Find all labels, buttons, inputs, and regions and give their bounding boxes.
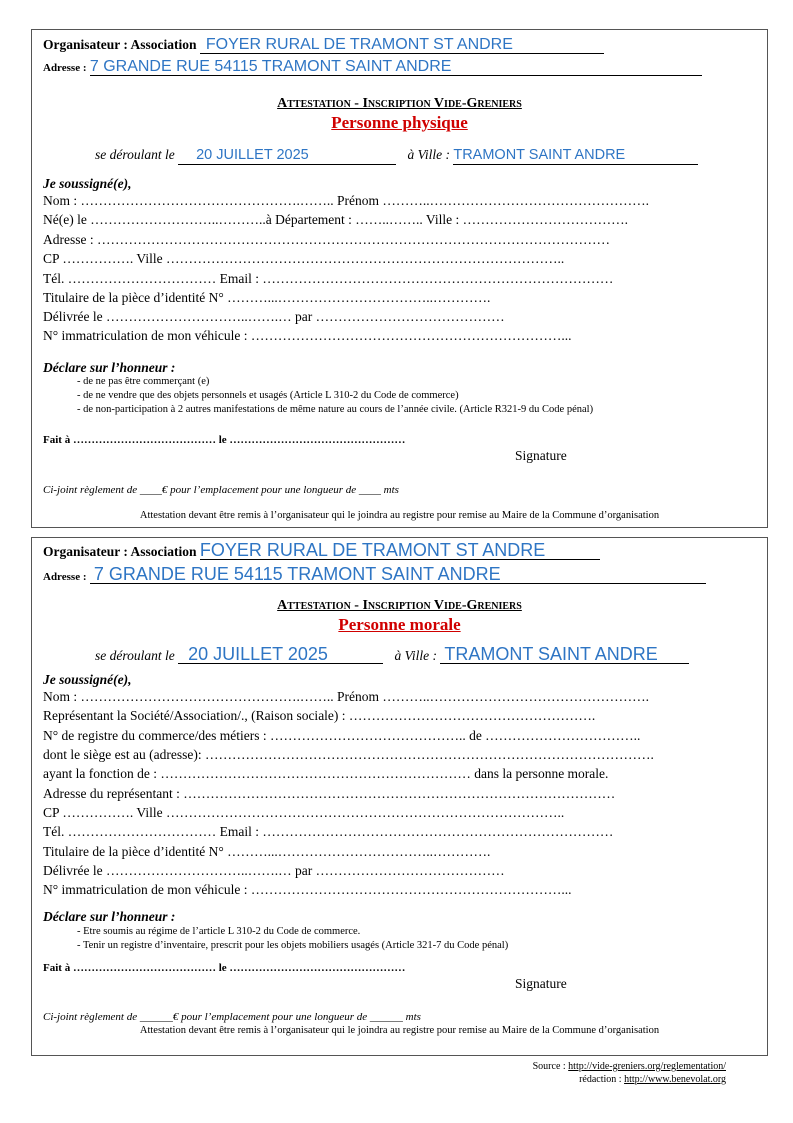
organiser-row	[43, 542, 600, 560]
city-value[interactable]: TRAMONT SAINT ANDRE	[440, 646, 689, 664]
field-piece-identite[interactable]: Titulaire de la pièce d’identité N° ………...……………………………..………….	[43, 290, 491, 305]
date-city-row	[95, 646, 689, 664]
field-adresse[interactable]: Adresse : ……………………………………………………………………………………………………	[43, 232, 610, 247]
date-city-row	[95, 146, 698, 165]
fait-a-line[interactable]: Fait à ………………………………… le …………………………………………	[43, 434, 406, 446]
city-label: à Ville :	[394, 648, 437, 663]
date-value[interactable]: 20 JUILLET 2025	[178, 147, 396, 165]
form-title: Attestation - Inscription Vide-Greniers	[277, 598, 522, 613]
city-label: à Ville :	[407, 147, 450, 162]
address-value[interactable]: 7 GRANDE RUE 54115 TRAMONT SAINT ANDRE	[90, 566, 706, 584]
source-link[interactable]: http://vide-greniers.org/reglementation/	[568, 1061, 726, 1072]
organiser-label: Organisateur : Association	[43, 37, 197, 52]
undersigned-label: Je soussigné(e),	[43, 176, 132, 191]
address-label: Adresse :	[43, 571, 87, 583]
organiser-row	[43, 36, 604, 54]
declaration-item: - Etre soumis au régime de l’article L 310-2 du Code de commerce.	[77, 925, 508, 939]
address-row	[43, 566, 706, 586]
form-subtitle: Personne morale	[338, 615, 461, 634]
field-tel-email[interactable]: Tél. …………………………… Email : ……………………………………………………………………	[43, 271, 614, 286]
form-footer: Attestation devant être remis à l’organisateur qui le joindra au registre pour remise au Maire de la Commune d’organisation	[139, 510, 660, 521]
field-raison-sociale[interactable]: Représentant la Société/Association/., (Raison sociale) : ……………………………………………….	[43, 708, 596, 723]
field-adresse-representant[interactable]: Adresse du représentant : ……………………………………………………………………………………	[43, 786, 616, 801]
organiser-label: Organisateur : Association	[43, 544, 197, 559]
address-label: Adresse :	[43, 62, 87, 74]
city-value[interactable]: TRAMONT SAINT ANDRE	[453, 147, 698, 165]
form-footer: Attestation devant être remis à l’organisateur qui le joindra au registre pour remise au Maire de la Commune d’organisation	[139, 1025, 660, 1036]
declare-label: Déclare sur l’honneur :	[43, 909, 176, 924]
field-cp-ville[interactable]: CP ……………. Ville ……………………………………………………………………………..	[43, 251, 565, 266]
signature-label: Signature	[515, 448, 567, 463]
redaction-label: rédaction :	[579, 1074, 622, 1085]
date-value[interactable]: 20 JUILLET 2025	[178, 646, 383, 664]
field-immatriculation[interactable]: N° immatriculation de mon véhicule : ……………………………………………………………...	[43, 882, 572, 897]
organiser-value[interactable]: FOYER RURAL DE TRAMONT ST ANDRE	[200, 36, 604, 54]
date-label: se déroulant le	[95, 147, 175, 162]
field-piece-identite[interactable]: Titulaire de la pièce d’identité N° ………...……………………………..………….	[43, 844, 491, 859]
field-registre-commerce[interactable]: N° de registre du commerce/des métiers : …………………………………….. de ……………………………..	[43, 728, 641, 743]
field-naissance[interactable]: Né(e) le ………………………..………..à Département : ……..…….. Ville : ……………………………….	[43, 212, 628, 227]
field-immatriculation[interactable]: N° immatriculation de mon véhicule : ……………………………………………………………...	[43, 328, 572, 343]
form-personne-physique	[31, 29, 768, 528]
field-fonction[interactable]: ayant la fonction de : …………………………………………………………… dans la personne morale.	[43, 766, 609, 781]
declare-label: Déclare sur l’honneur :	[43, 360, 176, 375]
source-line	[533, 1061, 726, 1072]
declaration-item: - de non-participation à 2 autres manifestations de même nature au cours de l’année civile. (Article R321-9 du Code pénal)	[77, 403, 593, 417]
signature-label: Signature	[515, 976, 567, 991]
field-tel-email[interactable]: Tél. …………………………… Email : ……………………………………………………………………	[43, 824, 614, 839]
declaration-item: - de ne pas être commerçant (e)	[77, 375, 593, 389]
undersigned-label: Je soussigné(e),	[43, 672, 132, 687]
fait-a-line[interactable]: Fait à ………………………………… le …………………………………………	[43, 962, 406, 974]
organiser-value[interactable]: FOYER RURAL DE TRAMONT ST ANDRE	[200, 542, 600, 560]
redaction-line	[579, 1074, 726, 1085]
field-delivree[interactable]: Délivrée le …………………………..…….… par ……………………………………	[43, 309, 505, 324]
redaction-link[interactable]: http://www.benevolat.org	[624, 1074, 726, 1085]
declarations-list	[77, 375, 593, 417]
payment-line[interactable]: Ci-joint règlement de ____€ pour l’emplacement pour une longueur de ____ mts	[43, 484, 399, 496]
field-delivree[interactable]: Délivrée le …………………………..…….… par ……………………………………	[43, 863, 505, 878]
declarations-list	[77, 925, 508, 953]
field-cp-ville[interactable]: CP ……………. Ville ……………………………………………………………………………..	[43, 805, 565, 820]
source-label: Source :	[532, 1061, 566, 1072]
field-siege[interactable]: dont le siège est au (adresse): ……………………………………………………………………………………….	[43, 747, 654, 762]
field-nom-prenom[interactable]: Nom : ………………………………………….…….. Prénom ………..………………………………………….	[43, 193, 649, 208]
field-nom-prenom[interactable]: Nom : ………………………………………….…….. Prénom ………..………………………………………….	[43, 689, 649, 704]
form-personne-morale	[31, 537, 768, 1056]
form-title: Attestation - Inscription Vide-Greniers	[277, 96, 522, 111]
payment-line[interactable]: Ci-joint règlement de ______€ pour l’emplacement pour une longueur de ______ mts	[43, 1011, 421, 1023]
declaration-item: - de ne vendre que des objets personnels et usagés (Article L 310-2 du Code de commerce)	[77, 389, 593, 403]
address-row	[43, 58, 702, 77]
declaration-item: - Tenir un registre d’inventaire, prescrit pour les objets mobiliers usagés (Article 321-7 du Code pénal)	[77, 939, 508, 953]
address-value[interactable]: 7 GRANDE RUE 54115 TRAMONT SAINT ANDRE	[90, 58, 702, 76]
form-subtitle: Personne physique	[331, 113, 468, 132]
date-label: se déroulant le	[95, 648, 175, 663]
